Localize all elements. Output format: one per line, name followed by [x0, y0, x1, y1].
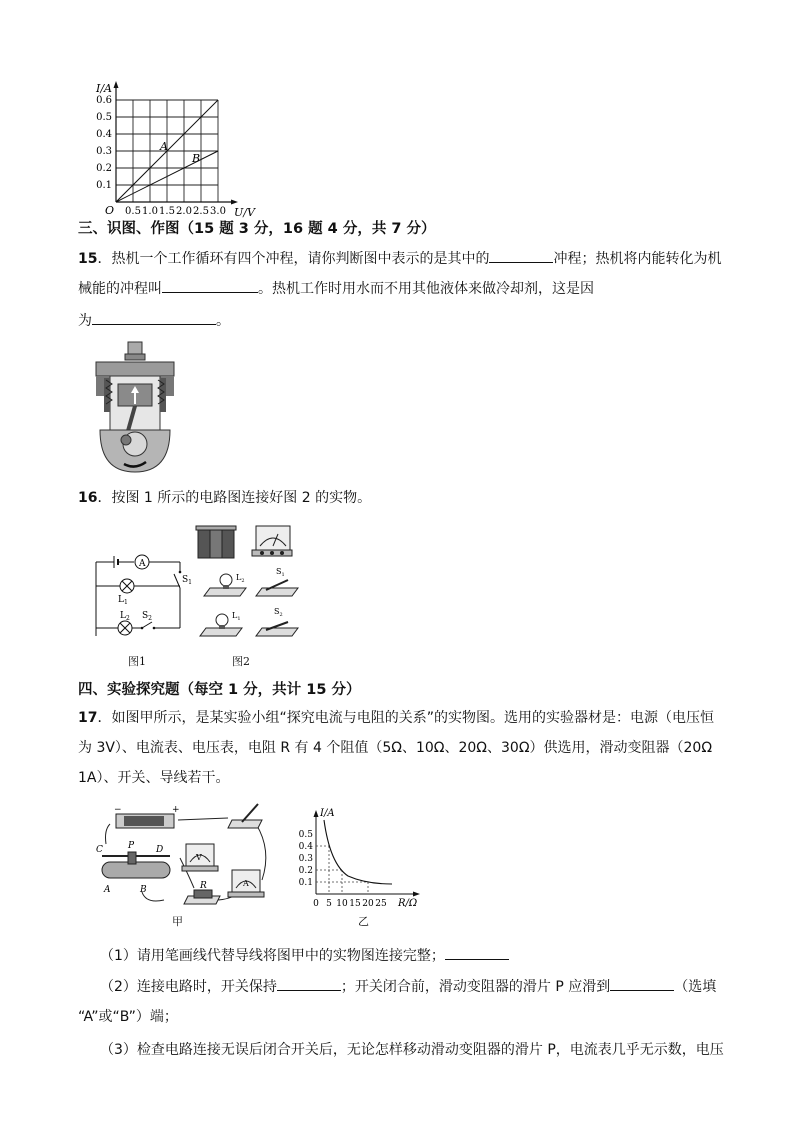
resistor-r: [184, 881, 220, 904]
ammeter-symbol-label: A: [139, 559, 146, 569]
iu-ytick: 0.2: [96, 163, 112, 174]
s1-label: $S_1$: [182, 575, 192, 586]
ir-ytick: 0.4: [298, 842, 313, 852]
iu-line-a-label: A: [160, 140, 168, 153]
q15-text: 冲程；热机将内能转化为机: [553, 251, 722, 267]
q16-line: [78, 488, 371, 508]
switch-s2: [256, 607, 298, 636]
ir-y-label: I/A: [320, 808, 335, 819]
svg-text:D: D: [156, 845, 164, 855]
battery-pack: [196, 526, 236, 558]
ir-ytick: 0.1: [298, 878, 313, 888]
iu-xtick: 2.5: [193, 206, 209, 217]
ir-curve: [324, 820, 392, 884]
q17-sub2: [100, 976, 716, 997]
ir-ytick: 0.2: [298, 866, 313, 876]
engine-stroke-illustration: [90, 340, 180, 476]
ir-ytick: 0.5: [298, 830, 313, 840]
q17-sub2-text: （选填: [674, 979, 717, 995]
section3-heading: 三、识图、作图（15 题 3 分，16 题 4 分，共 7 分）: [78, 221, 436, 237]
q15-blank-3[interactable]: [92, 310, 216, 325]
iu-xtick: 2.0: [176, 206, 192, 217]
q15-number: 15: [78, 251, 98, 267]
battery-box: [114, 805, 180, 828]
q16-text: ．按图 1 所示的电路图连接好图 2 的实物。: [97, 490, 372, 506]
svg-text:S2: $S_2$: [274, 607, 283, 618]
ir-xtick: 20: [362, 899, 374, 909]
svg-text:L2: $L_2$: [236, 573, 245, 584]
iu-origin: O: [105, 204, 115, 217]
svg-text:+: +: [172, 805, 180, 815]
q15-blank-1[interactable]: [489, 248, 553, 263]
fig-yi-caption: 乙: [358, 915, 369, 928]
ammeter: [228, 870, 264, 897]
q17-line2: 为 3V）、电流表、电压表，电阻 R 有 4 个阻值（5Ω、10Ω、20Ω、30Ω）供选用，滑动变阻器（20Ω: [78, 740, 713, 756]
iu-ytick: 0.4: [96, 129, 112, 140]
s2-label: $S_2$: [142, 611, 152, 622]
q16-number: 16: [78, 490, 98, 506]
q15-blank-2[interactable]: [162, 278, 258, 293]
q17-text: ．如图甲所示，是某实验小组“探究电流与电阻的关系”的实物图。选用的实验器材是：电源（电压恒: [97, 710, 714, 726]
q17-sub3: （3）检查电路连接无误后闭合开关后，无论怎样移动滑动变阻器的滑片 P，电流表几乎无示数，电压: [100, 1042, 724, 1058]
svg-text:R: R: [200, 881, 207, 891]
q17-line3: 1A）、开关、导线若干。: [78, 770, 230, 786]
q17-blank-3[interactable]: [610, 976, 674, 991]
iu-ytick: 0.3: [96, 146, 112, 157]
q17-sub1-text: （1）请用笔画线代替导线将图甲中的实物图连接完整；: [100, 948, 445, 964]
iu-xtick: 1.5: [159, 206, 175, 217]
lamp-l2: [204, 573, 246, 596]
q17-sub2-cont: “A”或“B”）端；: [78, 1009, 178, 1025]
ir-xtick: 15: [349, 899, 361, 909]
ir-xtick: 10: [336, 899, 348, 909]
fig-jia-caption: 甲: [172, 915, 183, 928]
svg-text:C: C: [96, 845, 103, 855]
iu-line-b-label: B: [192, 152, 201, 165]
q15-line1: [78, 248, 721, 269]
section4-heading: 四、实验探究题（每空 1 分，共计 15 分）: [78, 682, 361, 698]
iu-xtick: 0.5: [125, 206, 141, 217]
q17-number: 17: [78, 710, 98, 726]
ir-x-label: R/Ω: [398, 898, 418, 909]
svg-text:S1: $S_1$: [276, 567, 285, 578]
fig2-caption: 图2: [232, 655, 250, 668]
q15-text: 械能的冲程叫: [78, 281, 162, 297]
l1-label: $L_1$: [118, 595, 128, 606]
iu-y-label: I/A: [96, 82, 112, 95]
svg-text:B: B: [140, 885, 147, 895]
svg-text:V: V: [196, 853, 202, 862]
iu-ytick: 0.6: [96, 95, 112, 106]
svg-text:−: −: [114, 805, 122, 815]
ir-xtick: 5: [326, 899, 332, 909]
voltmeter: [182, 844, 218, 871]
svg-text:A: A: [243, 879, 249, 888]
q17-line1: [78, 708, 714, 728]
q15-line2: [78, 278, 594, 299]
lamp-l1: [200, 611, 242, 636]
q16-components: [190, 522, 310, 648]
q17-blank-2[interactable]: [277, 976, 341, 991]
q15-text: ．热机一个工作循环有四个冲程，请你判断图中表示的是其中的: [97, 251, 490, 267]
q17-sub2-text: ；开关闭合前，滑动变阻器的滑片 P 应滑到: [340, 979, 611, 995]
svg-text:L1: $L_1$: [232, 611, 241, 622]
q17-apparatus: [96, 800, 276, 912]
iu-xtick: 3.0: [210, 206, 226, 217]
iu-ytick: 0.5: [96, 112, 112, 123]
q15-text: 为: [78, 313, 92, 329]
fig1-caption: 图1: [128, 655, 146, 668]
q17-sub1: [100, 945, 509, 966]
q16-circuit-diagram: [90, 548, 190, 644]
q15-text: 。热机工作时用水而不用其他液体来做冷却剂，这是因: [258, 281, 594, 297]
iu-graph: [88, 78, 268, 220]
ir-xtick: 25: [375, 899, 387, 909]
ammeter-device: [252, 526, 292, 556]
iu-xtick: 1.0: [142, 206, 158, 217]
ir-xtick: 0: [313, 899, 319, 909]
switch-s1: [256, 567, 298, 596]
q17-ir-graph: [296, 806, 426, 910]
svg-text:A: A: [104, 885, 111, 895]
q15-line3: [78, 310, 230, 331]
q17-blank-1[interactable]: [445, 945, 509, 960]
svg-text:P: P: [128, 841, 135, 851]
q15-text: 。: [216, 313, 230, 329]
q17-sub2-text: （2）连接电路时，开关保持: [100, 979, 277, 995]
iu-ytick: 0.1: [96, 180, 112, 191]
l2-label: $L_2$: [120, 611, 130, 622]
iu-x-label: U/V: [234, 206, 255, 219]
switch: [228, 804, 262, 828]
ir-ytick: 0.3: [298, 854, 313, 864]
rheostat: [96, 841, 170, 895]
